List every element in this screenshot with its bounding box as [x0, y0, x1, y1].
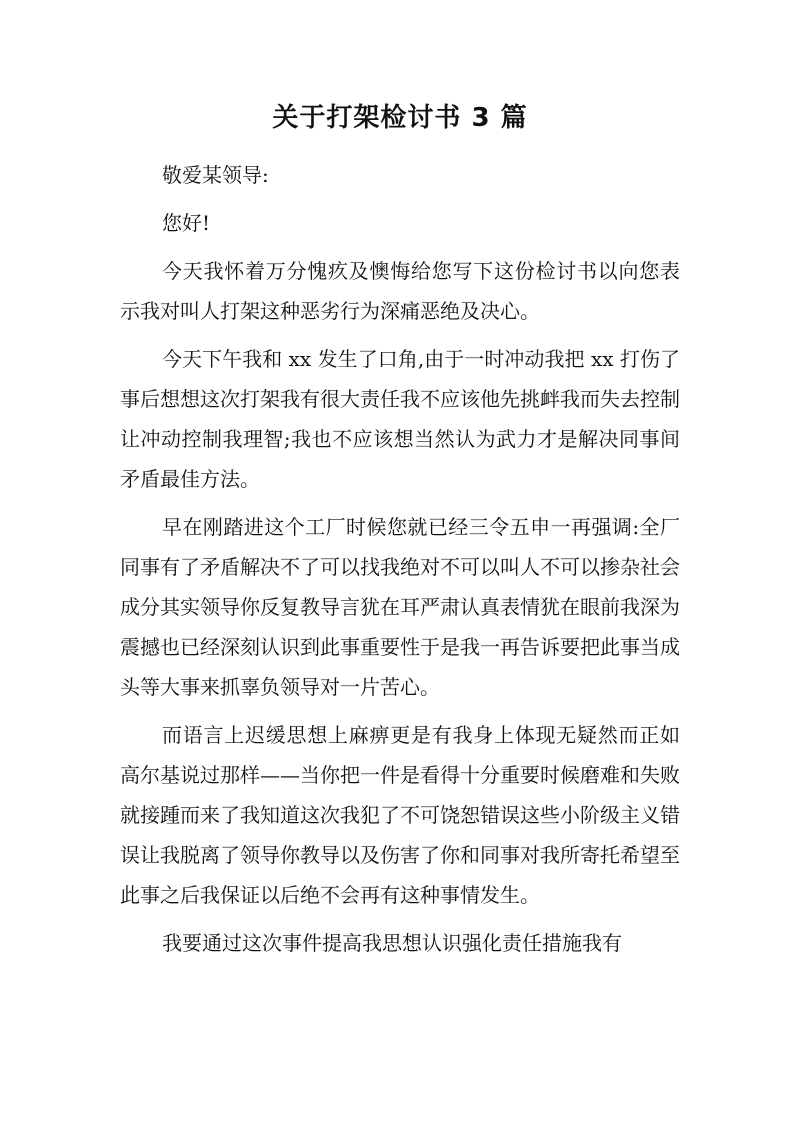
paragraph: 早在刚踏进这个工厂时候您就已经三令五申一再强调:全厂同事有了矛盾解决不了可以找我绝对不可以叫人不可以掺杂社会成分其实领导你反复教导言犹在耳严肃认真表情犹在眼前我深为震撼也已经深刻认识到此事重要性于是我一再告诉要把此事当成头等大事来抓辜负领导对一片苦心。	[120, 515, 680, 699]
paragraph: 今天下午我和 xx 发生了口角,由于一时冲动我把 xx 打伤了事后想想这次打架我有很大责任我不应该他先挑衅我而失去控制让冲动控制我理智;我也不应该想当然认为武力才是解决同事间矛盾最佳方法。	[120, 347, 680, 491]
paragraph: 我要通过这次事件提高我思想认识强化责任措施我有	[162, 931, 622, 955]
document-body	[120, 155, 680, 971]
paragraph: 今天我怀着万分愧疚及懊悔给您写下这份检讨书以向您表示我对叫人打架这种恶劣行为深痛恶绝及决心。	[120, 259, 680, 323]
salutation: 敬爱某领导:	[162, 163, 269, 187]
document-title: 关于打架检讨书 3 篇	[272, 103, 528, 133]
paragraph: 而语言上迟缓思想上麻痹更是有我身上体现无疑然而正如高尔基说过那样——当你把一件是看得十分重要时候磨难和失败就接踵而来了我知道这次我犯了不可饶恕错误这些小阶级主义错误让我脱离了领导你教导以及伤害了你和同事对我所寄托希望至此事之后我保证以后绝不会再有这种事情发生。	[120, 723, 680, 907]
greeting: 您好!	[162, 211, 211, 235]
document-page	[120, 0, 680, 1130]
